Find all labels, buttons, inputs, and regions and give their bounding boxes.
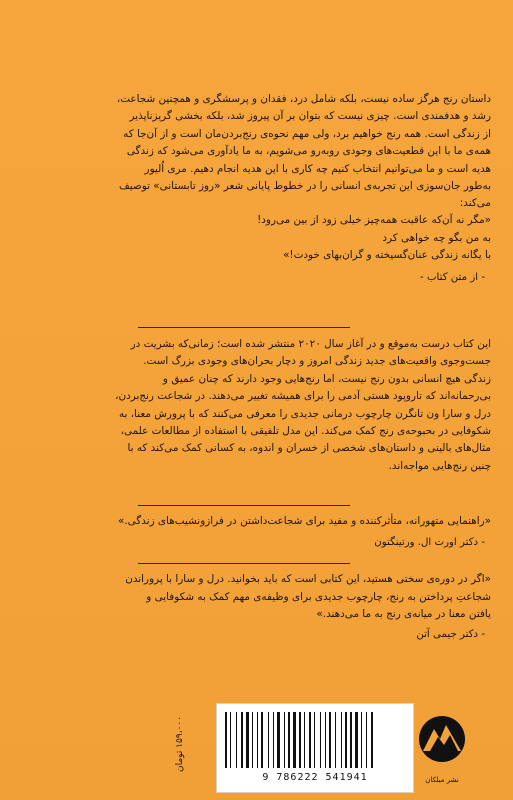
barcode-bar [284,712,285,768]
barcode-bar [291,712,292,768]
barcode-bar [228,712,229,768]
body-line: این کتاب درست به‌موقع و در آغاز سال ۲۰۲۰ منتشر شده است؛ زمانی‌که بشریت در [130,338,491,350]
body-line: درل و سارا ون تانگرن چارچوب درمانی جدیدی را معرفی می‌کنند که با پرورش معنا، به [118,407,491,420]
barcode-bar [244,712,245,768]
barcode-bar [302,712,303,768]
barcode-bar [363,712,365,768]
poem-line: با یگانه زندگی عنان‌گسیخته و گران‌بهای خودت!» [283,249,491,262]
intro-line: همه‌ی ما با این قطعیت‌های وجودی روبه‌رو می‌شویم، به ما یادآوری می‌شود که زندگی [126,145,491,158]
body-line: چنین رنج‌هایی مواجه‌اند. [388,459,491,472]
barcode-bar [230,712,231,768]
barcode-bar [246,712,249,768]
price-label: ۱۵۹،۰۰۰ تومان [175,715,185,773]
review-author: - دکتر جیمی آتن [416,628,485,640]
barcode-bar [268,712,269,768]
barcode-bar [254,712,256,768]
intro-line: داستان رنج هرگز ساده نیست، بلکه شامل درد، فقدان و پرسشگری و همچنین شجاعت، [116,93,491,105]
body-line: مثال‌های بالینی و داستان‌های شخصی از خسران و اندوه، به کسانی کمک می‌کند که با [127,442,491,455]
barcode-bar [322,712,324,768]
isbn-barcode [216,703,414,793]
intro-line: رشد و هدفمندی است. چیزی نیست که بتوان بر آن پیروز شد، بلکه بخشی گریزناپذیر [129,110,491,123]
barcode-bar [297,712,298,768]
barcode-bar [335,712,336,768]
barcode-bar [320,712,321,768]
poem-line: «مگر نه آن‌که عاقبت همه‌چیز خیلی زود از بین می‌رود! [257,214,491,226]
divider [138,505,350,506]
intro-line: می‌کند: [459,197,491,210]
barcode-bar [341,712,342,768]
barcode-bar [353,712,354,768]
intro-paragraph [58,91,491,213]
publisher-logo-icon [418,705,466,783]
barcode-bar [350,712,352,768]
barcode-bar [293,712,296,768]
barcode-bar [288,712,290,768]
barcode-bar [225,712,227,768]
barcode-bar [273,712,274,768]
barcode-bar [286,712,287,768]
barcode-bar [259,712,260,768]
body-line: شکوفایی در بحبوحه‌ی رنج کمک می‌کند. این مدل تلفیقی با استفاده از مطالعات علمی، [120,425,491,438]
body-paragraph [58,336,491,475]
barcode-bar [327,712,328,768]
intro-line: هدیه است و ما می‌توانیم انتخاب کنیم چه کاری با این هدیه انجام دهیم. مری اُلیور [144,162,491,175]
barcode-bar [241,712,243,768]
barcode-bar [343,712,344,768]
barcode-bar [361,712,362,768]
body-line: زندگی هیچ انسانی بدون رنج نیست، اما رنج‌هایی وجود دارند که چنان عمیق و [162,372,491,385]
review-line: شجاعتِ پرداختن به رنج، چارچوب جدیدی برای وظیفه‌ی مهم کمک به شکوفایی و [146,590,491,603]
review-author: - دکتر اورت ال. ورتینگتون [374,536,485,548]
barcode-bar [312,712,313,768]
body-line: جست‌وجوی واقعیت‌های جدید زندگی امروز و دچار بحران‌های وجودی بزرگ است. [143,355,491,368]
barcode-bar [348,712,349,768]
barcode-bar [371,712,373,768]
review-text: «راهنمایی متهورانه، متأثرکننده و مفید برای شجاعت‌داشتن در فرازونشیب‌های زندگی.» [117,515,491,527]
barcode-bar [306,712,308,768]
isbn-number: 9 786222 541941 [262,772,368,783]
barcode-bar [314,712,315,768]
review-1 [58,513,491,551]
barcode-bar [325,712,326,768]
barcode-bar [374,712,375,768]
divider [138,563,350,564]
poem-line: به من بگو چه خواهی کرد [382,231,491,244]
barcode-bar [236,712,237,768]
barcode-bar [332,712,334,768]
barcode-bar [316,712,319,768]
barcode-bar [275,712,276,768]
barcode-bar [264,712,267,768]
review-2 [58,571,491,643]
intro-line: از زندگی است. همه رنج خواهیم برد، ولی مهم نحوه‌ی رنج‌بردن‌مان است و از آن‌جا که [123,127,491,140]
barcode-bar [309,712,311,768]
barcode-bar [299,712,301,768]
barcode-bar [252,712,253,768]
intro-line: به‌طور جان‌سوزی این تجربه‌ی انسانی را در خطوط پایانی شعر «روز تابستانی» توصیف [119,180,491,193]
publisher-name: نشر میلکان [425,776,459,784]
poem-source: - از متن کتاب - [420,271,485,283]
divider [138,327,350,328]
barcode-bar [355,712,358,768]
barcode-bar [232,712,235,768]
barcode-bar [257,712,258,768]
barcode-bar [281,712,283,768]
barcode-bar [250,712,251,768]
barcode-bar [261,712,263,768]
barcode-bar [270,712,272,768]
review-line: یافتن معنا در میانه‌ی رنج به ما می‌دهند.» [316,608,491,621]
barcode-bar [359,712,360,768]
barcode-bar [277,712,280,768]
barcode-bar [238,712,240,768]
barcode-bar [337,712,340,768]
body-line: بی‌رحمانه‌اند که تاروپود هستی آدمی را برای همیشه تغییر می‌دهند. در شجاعت رنج‌بردن، [115,390,491,403]
barcode-bars [225,712,405,768]
barcode-bar [345,712,347,768]
barcode-bar [368,712,370,768]
barcode-bar [329,712,331,768]
poem-quote [58,212,491,286]
barcode-bar [366,712,367,768]
review-line: «اگر در دوره‌ی سختی هستید، این کتابی است که باید بخوانید. درل و سارا با پروراندن [125,573,491,585]
barcode-bar [304,712,305,768]
